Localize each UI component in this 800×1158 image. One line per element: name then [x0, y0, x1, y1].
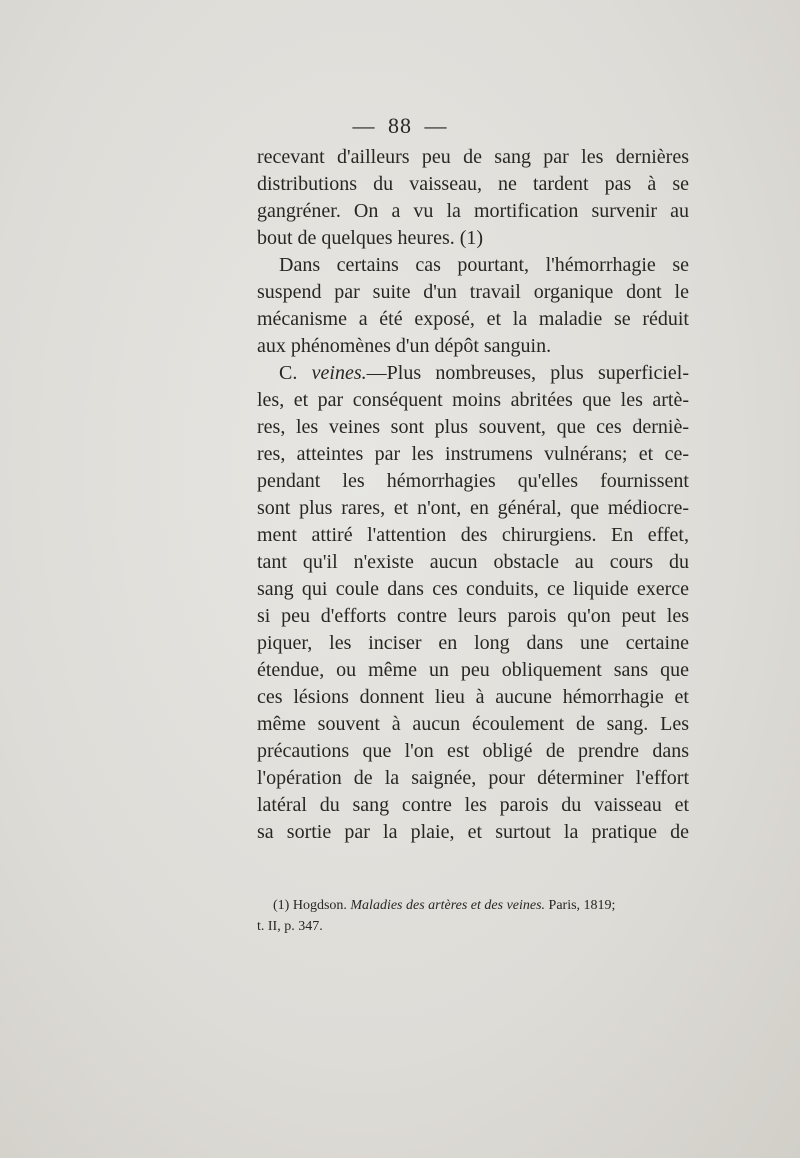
- footnote: [257, 895, 689, 937]
- body-text: [257, 144, 689, 846]
- text-line: suspend par suite d'un travail organique dont le: [257, 281, 689, 303]
- page-number: 88: [388, 113, 412, 138]
- text-line: recevant d'ailleurs peu de sang par les dernières: [257, 146, 689, 168]
- section-lead-line: [257, 360, 689, 387]
- section-label: C.: [279, 362, 298, 384]
- footnote-marker: (1): [273, 898, 290, 913]
- page-number-dash-left: —: [352, 113, 376, 138]
- text-line: piquer, les inciser en long dans une certaine: [257, 632, 689, 654]
- page-number-header: [0, 113, 800, 139]
- text-line: aux phénomènes d'un dépôt sanguin.: [257, 335, 552, 357]
- text-line: mécanisme a été exposé, et la maladie se réduit: [257, 308, 689, 330]
- text-line: ces lésions donnent lieu à aucune hémorrhagie et: [257, 686, 689, 708]
- page-number-dash-right: —: [424, 113, 448, 138]
- text-line: Dans certains cas pourtant, l'hémorrhagie se: [279, 254, 689, 276]
- text-line: latéral du sang contre les parois du vaisseau et: [257, 794, 689, 816]
- footnote-title: Maladies des artères et des veines.: [350, 898, 546, 913]
- section-lead-text: Plus nombreuses, plus superficiel-: [386, 362, 689, 384]
- footnote-author: Hogdson.: [292, 898, 347, 913]
- section-dash: —: [366, 362, 387, 384]
- text-line: distributions du vaisseau, ne tardent pas à se: [257, 173, 689, 195]
- text-line: gangréner. On a vu la mortification survenir au: [257, 200, 689, 222]
- text-line: res, atteintes par les instrumens vulnérans; et ce-: [257, 443, 689, 465]
- text-line: précautions que l'on est obligé de prendre dans: [257, 740, 689, 762]
- footnote-place-date: Paris, 1819;: [548, 898, 616, 913]
- text-line: tant qu'il n'existe aucun obstacle au cours du: [257, 551, 689, 573]
- text-line: si peu d'efforts contre leurs parois qu'on peut les: [257, 605, 689, 627]
- text-line: les, et par conséquent moins abritées que les artè-: [257, 389, 689, 411]
- text-line: sont plus rares, et n'ont, en général, que médiocre-: [257, 497, 689, 519]
- text-line: pendant les hémorrhagies qu'elles fournissent: [257, 470, 689, 492]
- footnote-line: t. II, p. 347.: [257, 919, 323, 934]
- text-line: sa sortie par la plaie, et surtout la pratique de: [257, 821, 689, 843]
- section-term: veines.: [311, 362, 367, 384]
- text-line: ment attiré l'attention des chirurgiens. En effet,: [257, 524, 689, 546]
- footnote-line: [257, 895, 689, 916]
- text-line: même souvent à aucun écoulement de sang. Les: [257, 713, 689, 735]
- text-line: res, les veines sont plus souvent, que ces derniè-: [257, 416, 689, 438]
- text-line: sang qui coule dans ces conduits, ce liquide exerce: [257, 578, 689, 600]
- text-line: l'opération de la saignée, pour déterminer l'effort: [257, 767, 689, 789]
- text-line: bout de quelques heures. (1): [257, 227, 484, 249]
- text-line: étendue, ou même un peu obliquement sans que: [257, 659, 689, 681]
